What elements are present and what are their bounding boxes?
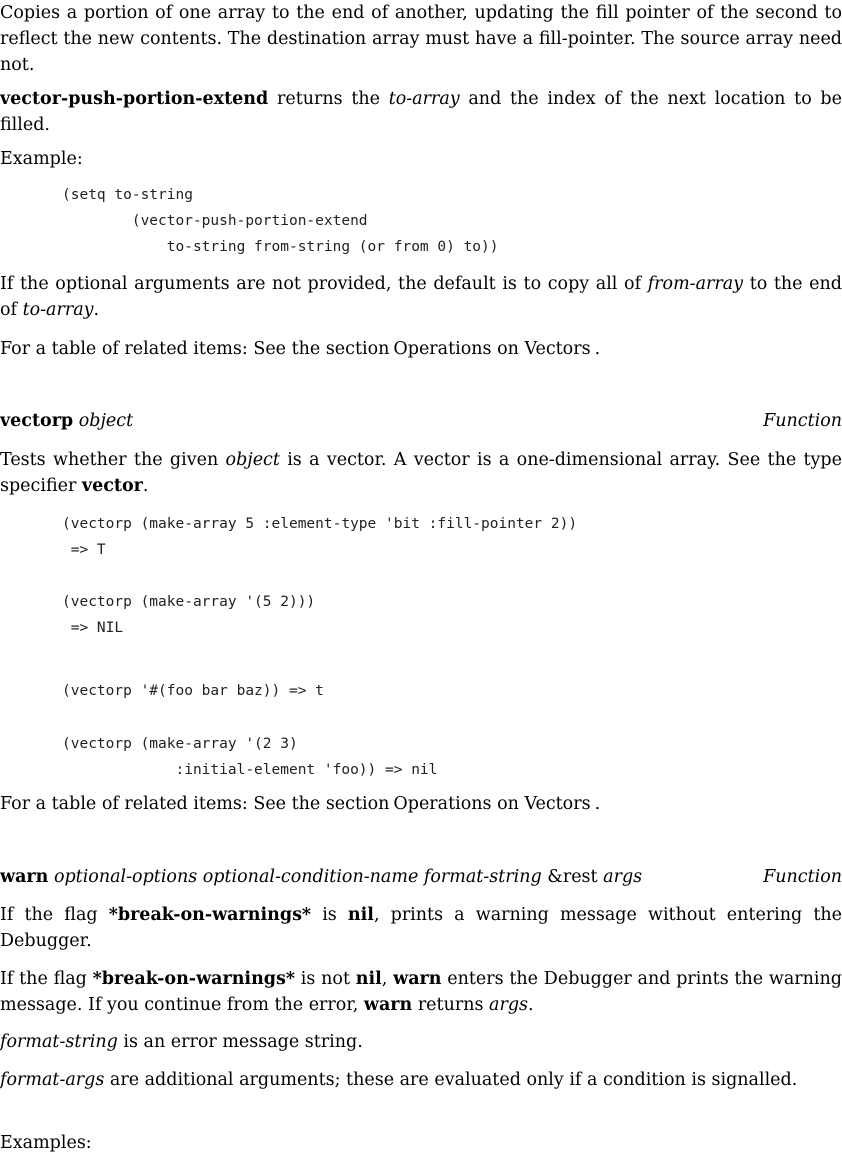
vpe-arg-to-array: to-array [388, 89, 460, 109]
vectorp-header: vectorp object Function [0, 408, 842, 434]
warn-paragraph-4: format-args are additional arguments; these are evaluated only if a condition is signalled. [0, 1070, 798, 1090]
vpe-see-also: For a table of related items: See the section Operations on Vectors . [0, 339, 601, 359]
vpe-example-label: Example: [0, 149, 83, 169]
vectorp-code-4: (vectorp (make-array '(2 3) :initial-element 'foo)) => nil [62, 736, 438, 778]
warn-header: warn optional-options optional-condition-name format-string &rest args Function [0, 864, 842, 890]
vpe-returns [0, 86, 842, 138]
vpe-defaults [0, 271, 842, 323]
vpe-section-link[interactable]: Operations on Vectors [393, 339, 591, 359]
warn-paragraph-1: If the flag *break-on-warnings* is nil, prints a warning message without entering the Debugger. [0, 905, 842, 951]
vectorp-function-name: vectorp [0, 411, 74, 431]
vectorp-type-specifier: vector [81, 476, 143, 496]
vectorp-see-also: For a table of related items: See the section Operations on Vectors . [0, 794, 601, 814]
vectorp-description: Tests whether the given object is a vector. A vector is a one-dimensional array. See the type specifier vector. [0, 450, 842, 496]
vpe-paragraph-3: If the optional arguments are not provided, the default is to copy all of from-array to the end of to-array. [0, 274, 842, 320]
vectorp-code-3: (vectorp '#(foo bar baz)) => t [62, 683, 324, 699]
warn-function-name: warn [0, 867, 49, 887]
warn-examples-label: Examples: [0, 1133, 92, 1153]
vpe-description [0, 0, 842, 78]
warn-paragraph-2: If the flag *break-on-warnings* is not nil, warn enters the Debugger and prints the warning message. If you continue from the error, warn returns args. [0, 969, 842, 1015]
vectorp-code-2: (vectorp (make-array '(5 2))) => NIL [62, 594, 316, 636]
vpe-paragraph-1: Copies a portion of one array to the end of another, updating the fill pointer of the second to reflect the new contents. The destination array must have a fill-pointer. The source array need not. [0, 3, 842, 75]
vpe-code-example: (setq to-string (vector-push-portion-extend to-string from-string (or from 0) to)) [62, 187, 499, 255]
warn-kind: Function [763, 867, 842, 887]
warn-paragraph-3: format-string is an error message string. [0, 1032, 363, 1052]
vectorp-code-1: (vectorp (make-array 5 :element-type 'bit :fill-pointer 2)) => T [62, 516, 578, 558]
vpe-function-name: vector-push-portion-extend [0, 89, 269, 109]
vpe-paragraph-2: vector-push-portion-extend returns the to-array and the index of the next location to be filled. [0, 89, 842, 135]
vectorp-kind: Function [763, 411, 842, 431]
vectorp-section-link[interactable]: Operations on Vectors [393, 794, 591, 814]
